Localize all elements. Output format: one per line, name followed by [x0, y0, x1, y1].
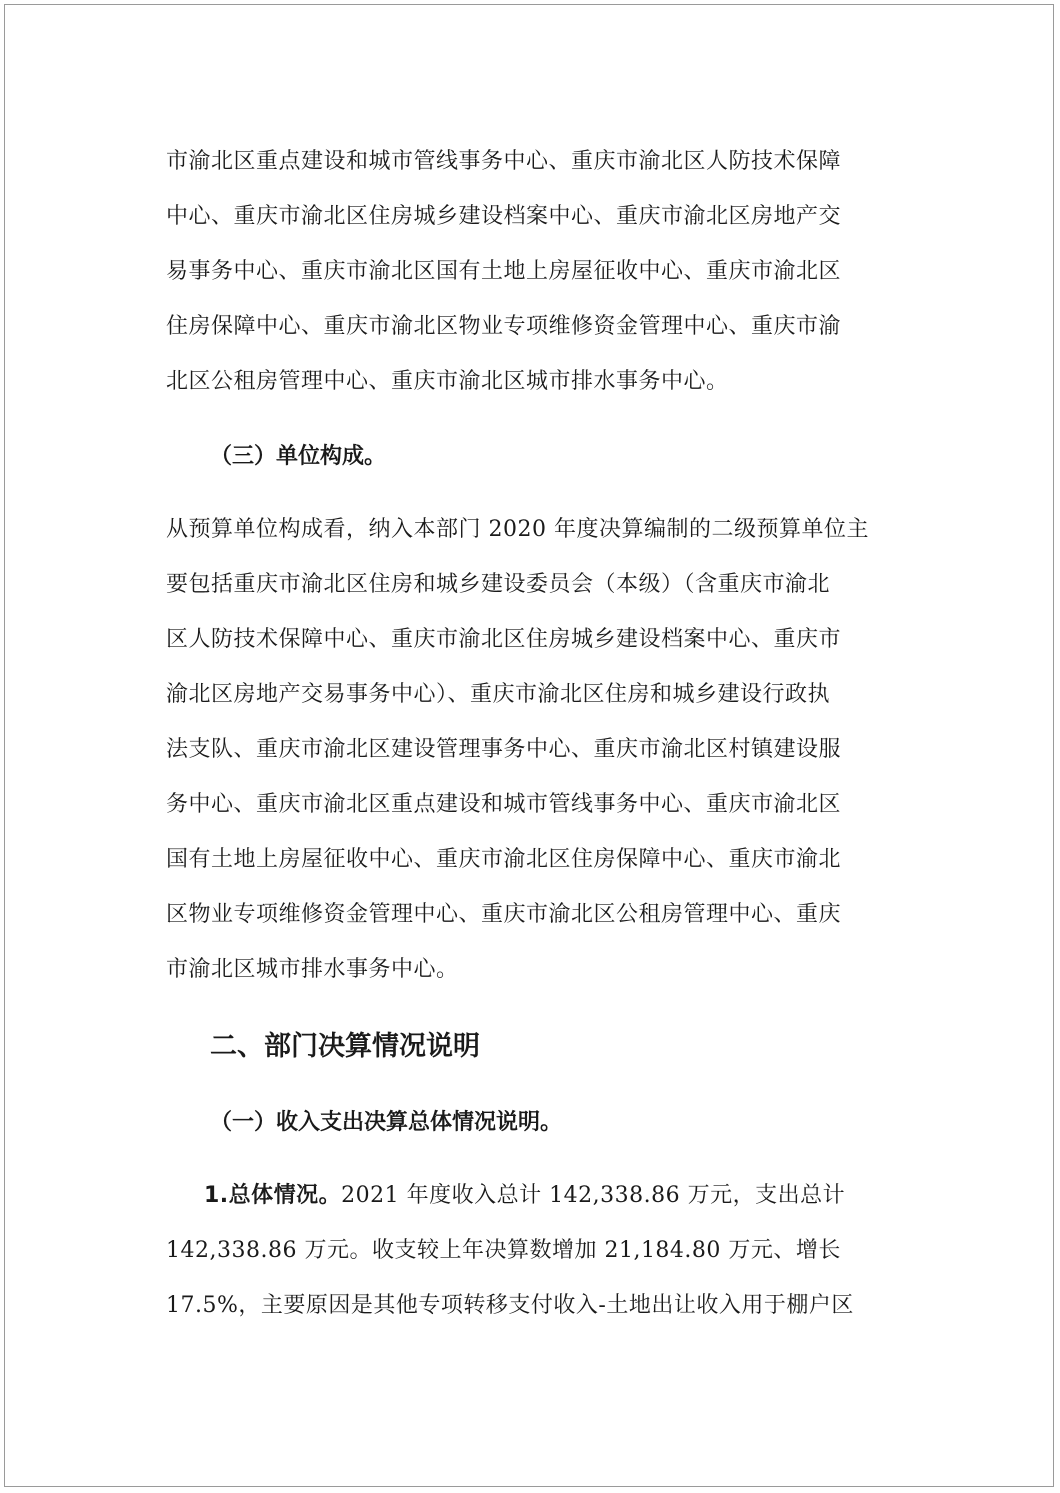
text-line: 从预算单位构成看，纳入本部门 2020 年度决算编制的二级预算单位主: [166, 517, 869, 542]
text-line: 17.5%，主要原因是其他专项转移支付收入-土地出让收入用于棚户区: [166, 1293, 854, 1318]
text-line: [166, 1168, 890, 1223]
lead-label: 1.总体情况。: [204, 1183, 342, 1208]
text-line: 务中心、重庆市渝北区重点建设和城市管线事务中心、重庆市渝北区: [166, 792, 842, 817]
text-line: 142,338.86 万元。收支较上年决算数增加 21,184.80 万元、增长: [166, 1238, 841, 1263]
heading-section-two: 二、部门决算情况说明: [210, 1031, 480, 1062]
text-line: 市渝北区城市排水事务中心。: [166, 957, 459, 982]
text-line: 区物业专项维修资金管理中心、重庆市渝北区公租房管理中心、重庆: [166, 902, 842, 927]
text-line: 易事务中心、重庆市渝北区国有土地上房屋征收中心、重庆市渝北区: [166, 259, 842, 284]
paragraph-units-list: [166, 134, 890, 409]
text-line: 要包括重庆市渝北区住房和城乡建设委员会（本级）（含重庆市渝北: [166, 572, 831, 597]
paragraph-unit-composition: [166, 502, 890, 997]
lead-text: 2021 年度收入总计 142,338.86 万元，支出总计: [341, 1183, 846, 1208]
text-line: 渝北区房地产交易事务中心）、重庆市渝北区住房和城乡建设行政执: [166, 682, 831, 707]
text-line: 国有土地上房屋征收中心、重庆市渝北区住房保障中心、重庆市渝北: [166, 847, 842, 872]
text-line: 住房保障中心、重庆市渝北区物业专项维修资金管理中心、重庆市渝: [166, 314, 842, 339]
text-line: 北区公租房管理中心、重庆市渝北区城市排水事务中心。: [166, 369, 729, 394]
text-line: 中心、重庆市渝北区住房城乡建设档案中心、重庆市渝北区房地产交: [166, 204, 842, 229]
text-line: 法支队、重庆市渝北区建设管理事务中心、重庆市渝北区村镇建设服: [166, 737, 842, 762]
text-line: 区人防技术保障中心、重庆市渝北区住房城乡建设档案中心、重庆市: [166, 627, 842, 652]
text-line: 市渝北区重点建设和城市管线事务中心、重庆市渝北区人防技术保障: [166, 149, 842, 174]
paragraph-overall-situation: [166, 1168, 890, 1333]
heading-unit-composition: （三）单位构成。: [210, 444, 387, 469]
document-body: [166, 134, 890, 1333]
heading-income-expense: （一）收入支出决算总体情况说明。: [210, 1110, 563, 1135]
